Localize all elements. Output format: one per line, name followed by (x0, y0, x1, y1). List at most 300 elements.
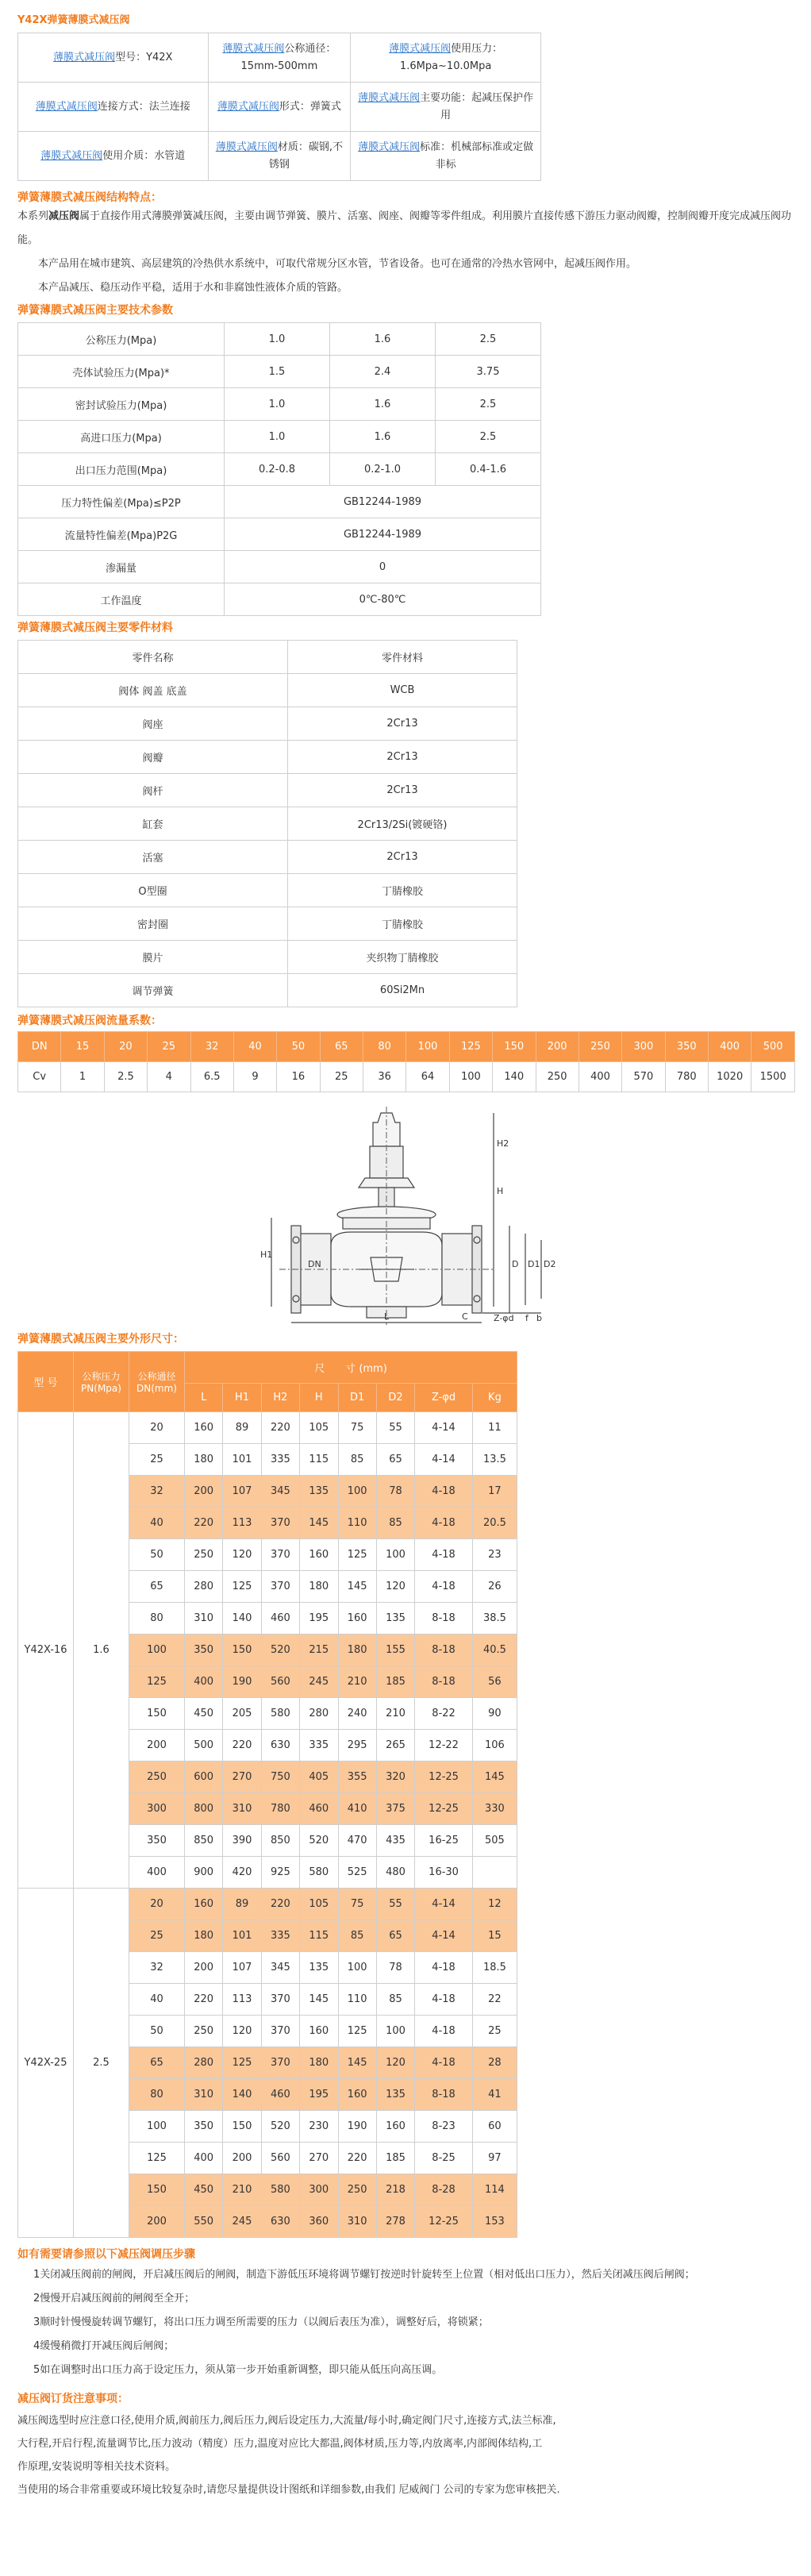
material-row (18, 841, 517, 874)
tech-param-value: 0.4-1.6 (436, 453, 541, 486)
dim-value: 120 (223, 2016, 261, 2047)
tech-row (18, 453, 541, 486)
dim-value: 8-23 (415, 2111, 473, 2143)
dim-value: 345 (261, 1476, 299, 1507)
cv-dn-cell: 20 (104, 1032, 147, 1062)
cv-dn-cell: 500 (751, 1032, 795, 1062)
material-row (18, 874, 517, 907)
steps-list (17, 2263, 795, 2382)
dim-value: 435 (376, 1825, 414, 1857)
cv-value-cell: 16 (277, 1062, 320, 1092)
dim-value: 280 (300, 1698, 338, 1730)
dim-value: 12-25 (415, 1762, 473, 1793)
dim-value: 150 (129, 1698, 185, 1730)
dim-value: 330 (472, 1793, 517, 1825)
cv-dn-cell: 40 (233, 1032, 276, 1062)
material-row (18, 707, 517, 741)
dim-value: 370 (261, 1571, 299, 1603)
dim-value: 250 (129, 1762, 185, 1793)
dim-value: 4-14 (415, 1920, 473, 1952)
cv-dn-cell: 15 (61, 1032, 104, 1062)
dim-header-pn: 公称压力PN(Mpa) (74, 1352, 129, 1412)
dim-value: 505 (472, 1825, 517, 1857)
tech-param-value: 2.5 (436, 421, 541, 453)
dim-value: 780 (261, 1793, 299, 1825)
materials-table (17, 640, 517, 1007)
dim-value: 200 (185, 1952, 223, 1984)
tech-title: 弹簧薄膜式减压阀主要技术参数 (17, 304, 173, 317)
dim-value: 4-18 (415, 2047, 473, 2079)
dim-value: 23 (472, 1539, 517, 1571)
dim-value: 300 (129, 1793, 185, 1825)
cv-dn-cell: 100 (406, 1032, 449, 1062)
dim-value (472, 1857, 517, 1889)
dim-value: 89 (223, 1412, 261, 1444)
dim-value: 11 (472, 1412, 517, 1444)
dim-value: 40 (129, 1507, 185, 1539)
dim-value: 280 (185, 2047, 223, 2079)
dim-value: 580 (261, 2174, 299, 2206)
dim-value: 26 (472, 1571, 517, 1603)
dim-value: 200 (223, 2143, 261, 2174)
spec-table: 薄膜式减压阀型号：Y42X 薄膜式减压阀公称通径：15mm-500mm 薄膜式减压阀使用压力：1.6Mpa~10.0Mpa 薄膜式减压阀连接方式：法兰连接 薄膜式减压阀形式：弹簧式 薄膜式减压阀主要功能：起减压保护作用 薄膜式减压阀使用介质：水管道 薄膜式减压阀材质：碳钢,不锈钢 薄膜式减压阀标准：机械部标准或定做非标 (17, 33, 541, 181)
dim-value: 105 (300, 1412, 338, 1444)
dim-header-row (18, 1352, 517, 1384)
dim-value: 350 (129, 1825, 185, 1857)
dim-value: 750 (261, 1762, 299, 1793)
dim-value: 250 (338, 2174, 376, 2206)
dim-value: 195 (300, 2079, 338, 2111)
part-name: 膜片 (18, 941, 288, 974)
dim-label-D2: D2 (544, 1259, 556, 1269)
cv-value-cell: 36 (363, 1062, 406, 1092)
dim-value: 8-18 (415, 1603, 473, 1635)
step-item: 5如在调整时出口压力高于设定压力，须从第一步开始重新调整，即只能从低压向高压调。 (33, 2364, 443, 2376)
tech-param-value: 2.5 (436, 388, 541, 421)
dim-value: 85 (376, 1507, 414, 1539)
cv-dn-cell: 400 (709, 1032, 751, 1062)
dim-header-col: Z-φd (415, 1384, 473, 1412)
spec-link[interactable]: 薄膜式减压阀 (358, 91, 421, 104)
dim-value: 110 (338, 1507, 376, 1539)
dim-value: 160 (338, 1603, 376, 1635)
dim-value: 180 (300, 1571, 338, 1603)
valve-diagram (17, 1099, 795, 1329)
part-material: 2Cr13 (288, 741, 517, 774)
dim-value: 85 (338, 1444, 376, 1476)
dim-value: 4-18 (415, 1952, 473, 1984)
dim-value: 245 (223, 2206, 261, 2238)
dim-value: 16-30 (415, 1857, 473, 1889)
part-material: 60Si2Mn (288, 974, 517, 1007)
note-line: 当使用的场合非常重要或环境比较复杂时,请您尽量提供设计图纸和详细参数,由我们 尼威阀门 公司的专家为您审核把关. (17, 2484, 560, 2496)
dim-label-f: f (525, 1313, 528, 1323)
dim-value: 375 (376, 1793, 414, 1825)
cv-value-cell: 100 (449, 1062, 492, 1092)
dim-value: 560 (261, 1666, 299, 1698)
dim-value: 190 (338, 2111, 376, 2143)
dim-value: 345 (261, 1952, 299, 1984)
dim-label-H2: H2 (497, 1138, 509, 1149)
dim-value: 160 (300, 1539, 338, 1571)
dim-value: 20 (129, 1889, 185, 1920)
dim-value: 135 (376, 1603, 414, 1635)
dim-value: 400 (185, 1666, 223, 1698)
dim-value: 25 (129, 1444, 185, 1476)
tech-param-value: 0.2-1.0 (330, 453, 436, 486)
dim-value: 113 (223, 1507, 261, 1539)
tech-param-value: 3.75 (436, 356, 541, 388)
dimension-table (17, 1351, 517, 2238)
cv-value-row (18, 1062, 795, 1092)
dim-value: 97 (472, 2143, 517, 2174)
spec-link[interactable]: 薄膜式减压阀 (35, 100, 98, 113)
dim-value: 153 (472, 2206, 517, 2238)
page-title: Y42X弹簧薄膜式减压阀 (17, 14, 130, 26)
dim-value: 230 (300, 2111, 338, 2143)
part-name: 阀体 阀盖 底盖 (18, 674, 288, 707)
dim-value: 220 (185, 1507, 223, 1539)
part-material: WCB (288, 674, 517, 707)
dim-value: 450 (185, 1698, 223, 1730)
dim-value: 101 (223, 1444, 261, 1476)
dim-value: 145 (338, 1571, 376, 1603)
dim-value: 100 (129, 1635, 185, 1666)
tech-table (17, 322, 541, 616)
tech-param-name: 流量特性偏差(Mpa)P2G (18, 518, 225, 551)
dim-value: 210 (223, 2174, 261, 2206)
dim-value: 32 (129, 1476, 185, 1507)
material-row (18, 741, 517, 774)
dim-value: 50 (129, 2016, 185, 2047)
dim-value: 160 (376, 2111, 414, 2143)
dim-value: 460 (300, 1793, 338, 1825)
dim-value: 125 (223, 1571, 261, 1603)
dim-value: 310 (223, 1793, 261, 1825)
dim-value: 335 (300, 1730, 338, 1762)
dim-value: 280 (185, 1571, 223, 1603)
dim-value: 185 (376, 2143, 414, 2174)
dim-value: 145 (300, 1984, 338, 2016)
dim-value: 145 (300, 1507, 338, 1539)
dim-value: 460 (261, 1603, 299, 1635)
dim-value: 525 (338, 1857, 376, 1889)
dim-header-size: 尺 寸 (mm) (185, 1352, 517, 1384)
dim-value: 25 (129, 1920, 185, 1952)
part-material: 零件材料 (288, 641, 517, 674)
dim-value: 420 (223, 1857, 261, 1889)
spec-link[interactable]: 薄膜式减压阀 (358, 141, 421, 153)
dim-value: 250 (185, 1539, 223, 1571)
dim-header-col: Kg (472, 1384, 517, 1412)
dim-value: 4-14 (415, 1444, 473, 1476)
dim-value: 135 (300, 1476, 338, 1507)
dim-value: 106 (472, 1730, 517, 1762)
cv-value-cell: 4 (148, 1062, 190, 1092)
dim-value: 125 (129, 2143, 185, 2174)
dim-value: 200 (129, 1730, 185, 1762)
tech-param-value: GB12244-1989 (225, 518, 541, 551)
tech-row (18, 486, 541, 518)
dim-value: 56 (472, 1666, 517, 1698)
dim-value: 80 (129, 1603, 185, 1635)
dim-pn: 1.6 (74, 1412, 129, 1889)
part-name: O型圈 (18, 874, 288, 907)
part-name: 零件名称 (18, 641, 288, 674)
dim-value: 55 (376, 1412, 414, 1444)
tech-param-name: 高进口压力(Mpa) (18, 421, 225, 453)
dim-value: 350 (185, 1635, 223, 1666)
part-name: 活塞 (18, 841, 288, 874)
dim-value: 85 (338, 1920, 376, 1952)
cv-value-cell: 9 (233, 1062, 276, 1092)
dim-value: 4-18 (415, 1571, 473, 1603)
cv-value-cell: 1500 (751, 1062, 795, 1092)
material-row (18, 641, 517, 674)
dim-value: 520 (300, 1825, 338, 1857)
note-line: 作原理,安装说明等相关技术资料。 (17, 2461, 176, 2473)
spec-link[interactable]: 薄膜式减压阀 (53, 51, 116, 64)
tech-param-value: 1.6 (330, 421, 436, 453)
cv-value-cell: 6.5 (190, 1062, 233, 1092)
notes-list (17, 2409, 795, 2501)
dim-value: 600 (185, 1762, 223, 1793)
dim-header-dn: 公称通径DN(mm) (129, 1352, 185, 1412)
dim-value: 245 (300, 1666, 338, 1698)
dim-value: 15 (472, 1920, 517, 1952)
cv-dn-cell: 80 (363, 1032, 406, 1062)
dim-value: 460 (261, 2079, 299, 2111)
part-material: 丁腈橡胶 (288, 907, 517, 941)
dim-value: 335 (261, 1920, 299, 1952)
dim-value: 100 (338, 1476, 376, 1507)
dim-value: 78 (376, 1952, 414, 1984)
dim-value: 17 (472, 1476, 517, 1507)
dim-value: 900 (185, 1857, 223, 1889)
dim-value: 180 (185, 1920, 223, 1952)
materials-title: 弹簧薄膜式减压阀主要零件材料 (17, 622, 173, 634)
dim-value: 145 (338, 2047, 376, 2079)
step-item: 3顺时针慢慢旋转调节螺钉，将出口压力调至所需要的压力（以阀后表压为准），调整好后，将锁紧； (33, 2316, 489, 2328)
dim-value: 8-22 (415, 1698, 473, 1730)
dim-value: 89 (223, 1889, 261, 1920)
dim-value: 120 (376, 1571, 414, 1603)
cv-value-cell: 2.5 (104, 1062, 147, 1092)
tech-row (18, 551, 541, 583)
dim-value: 50 (129, 1539, 185, 1571)
cv-dn-cell: 300 (622, 1032, 665, 1062)
cv-value-cell: 1020 (709, 1062, 751, 1092)
dim-value: 220 (261, 1412, 299, 1444)
dim-value: 115 (300, 1444, 338, 1476)
dim-value: 400 (185, 2143, 223, 2174)
dim-value: 20.5 (472, 1507, 517, 1539)
dim-value: 8-28 (415, 2174, 473, 2206)
cv-value-cell: 25 (320, 1062, 363, 1092)
dim-label-L: L (384, 1311, 390, 1322)
dim-label-D1: D1 (528, 1259, 540, 1269)
dim-label-b: b (536, 1313, 542, 1323)
spec-link[interactable]: 薄膜式减压阀 (217, 100, 279, 113)
dim-value: 125 (338, 2016, 376, 2047)
note-line: 大行程,开启行程,流量调节比,压力波动（精度）压力,温度对应比大都温,阀体材质,压力等,内放离率,内部阀体结构,工 (17, 2438, 543, 2450)
dim-row (18, 1889, 517, 1920)
dim-value: 75 (338, 1412, 376, 1444)
dim-value: 310 (185, 1603, 223, 1635)
part-material: 2Cr13 (288, 707, 517, 741)
dim-label-D: D (512, 1259, 519, 1269)
dim-value: 105 (300, 1889, 338, 1920)
dim-value: 265 (376, 1730, 414, 1762)
dim-value: 140 (223, 2079, 261, 2111)
features-section: 弹簧薄膜式减压阀结构特点： 本系列减压阀属于直接作用式薄膜弹簧减压阀，主要由调节弹簧、膜片、活塞、阀座、阀瓣等零件组成。利用膜片直接传感下游压力驱动阀瓣，控制阀瓣开度完成减压阀功能。 本产品用在城市建筑、高层建筑的冷热供水系统中，可取代常规分区水管，节省设备。也可在通常的冷热水管网中，起减压阀作用。 本产品减压、稳压动作平稳，适用于水和非腐蚀性液体介质的管路。 (17, 189, 795, 300)
step-item: 4缓慢稍微打开减压阀后闸阀； (33, 2340, 175, 2352)
dim-value: 4-18 (415, 1539, 473, 1571)
dim-value: 150 (223, 1635, 261, 1666)
dim-value: 125 (129, 1666, 185, 1698)
dim-value: 65 (129, 2047, 185, 2079)
material-row (18, 807, 517, 841)
part-name: 缸套 (18, 807, 288, 841)
step-item: 2慢慢开启减压阀前的闸阀至全开； (33, 2293, 195, 2305)
cv-dn-cell: 65 (320, 1032, 363, 1062)
dim-value: 65 (376, 1444, 414, 1476)
dim-value: 4-14 (415, 1412, 473, 1444)
dim-value: 335 (261, 1444, 299, 1476)
dim-value: 4-18 (415, 2016, 473, 2047)
dim-value: 560 (261, 2143, 299, 2174)
dim-value: 120 (376, 2047, 414, 2079)
dim-value: 135 (300, 1952, 338, 1984)
dim-value: 310 (338, 2206, 376, 2238)
dim-value: 100 (338, 1952, 376, 1984)
dim-value: 580 (300, 1857, 338, 1889)
dim-value: 155 (376, 1635, 414, 1666)
dim-value: 40 (129, 1984, 185, 2016)
cv-dn-cell: DN (18, 1032, 61, 1062)
dim-value: 370 (261, 1507, 299, 1539)
dim-value: 350 (185, 2111, 223, 2143)
dim-value: 120 (223, 1539, 261, 1571)
dim-value: 410 (338, 1793, 376, 1825)
spec-link[interactable]: 薄膜式减压阀 (40, 149, 103, 162)
part-material: 2Cr13 (288, 774, 517, 807)
note-line: 减压阀选型时应注意口径,使用介质,阀前压力,阀后压力,阀后设定压力,大流量/每小时,确定阀门尺寸,连接方式,法兰标准, (17, 2415, 556, 2427)
dim-value: 135 (376, 2079, 414, 2111)
dim-value: 12 (472, 1889, 517, 1920)
notes-title: 减压阀订货注意事项： (17, 2393, 129, 2405)
dim-value: 370 (261, 2016, 299, 2047)
dim-header-col: H1 (223, 1384, 261, 1412)
dim-value: 4-14 (415, 1889, 473, 1920)
dim-label-H: H (497, 1186, 504, 1196)
dim-value: 107 (223, 1952, 261, 1984)
dim-value: 150 (223, 2111, 261, 2143)
dim-value: 218 (376, 2174, 414, 2206)
dim-value: 210 (376, 1698, 414, 1730)
dim-value: 180 (300, 2047, 338, 2079)
dims-title: 弹簧薄膜式减压阀主要外形尺寸： (17, 1333, 184, 1346)
features-title: 弹簧薄膜式减压阀结构特点： (17, 191, 162, 204)
tech-param-name: 工作温度 (18, 583, 225, 616)
dim-value: 12-25 (415, 2206, 473, 2238)
dim-value: 90 (472, 1698, 517, 1730)
tech-param-value: 1.0 (225, 388, 330, 421)
dim-value: 100 (376, 1539, 414, 1571)
tech-param-value: GB12244-1989 (225, 486, 541, 518)
dim-header-col: D1 (338, 1384, 376, 1412)
tech-row (18, 323, 541, 356)
spec-link[interactable]: 薄膜式减压阀 (215, 141, 278, 153)
dim-value: 215 (300, 1635, 338, 1666)
dim-value: 100 (129, 2111, 185, 2143)
dim-value: 850 (185, 1825, 223, 1857)
part-name: 阀座 (18, 707, 288, 741)
dim-value: 32 (129, 1952, 185, 1984)
dim-value: 18.5 (472, 1952, 517, 1984)
cv-value-cell: 1 (61, 1062, 104, 1092)
dim-value: 470 (338, 1825, 376, 1857)
dim-value: 630 (261, 1730, 299, 1762)
tech-param-value: 2.4 (330, 356, 436, 388)
dim-value: 110 (338, 1984, 376, 2016)
dim-value: 360 (300, 2206, 338, 2238)
dim-label-H1: H1 (260, 1249, 273, 1260)
dim-value: 65 (376, 1920, 414, 1952)
dim-value: 12-25 (415, 1793, 473, 1825)
part-material: 2Cr13 (288, 841, 517, 874)
part-material: 2Cr13/2Si(镀硬铬) (288, 807, 517, 841)
dim-value: 4-18 (415, 1984, 473, 2016)
dim-value: 220 (261, 1889, 299, 1920)
tech-row (18, 421, 541, 453)
dim-value: 450 (185, 2174, 223, 2206)
dim-value: 550 (185, 2206, 223, 2238)
cv-dn-cell: 250 (578, 1032, 621, 1062)
dim-value: 13.5 (472, 1444, 517, 1476)
spec-link[interactable]: 薄膜式减压阀 (389, 42, 452, 55)
dim-value: 390 (223, 1825, 261, 1857)
tech-row (18, 518, 541, 551)
dim-value: 100 (376, 2016, 414, 2047)
cv-dn-cell: 350 (665, 1032, 708, 1062)
dim-header-col: L (185, 1384, 223, 1412)
dim-value: 60 (472, 2111, 517, 2143)
cv-value-cell: 140 (493, 1062, 536, 1092)
dim-model: Y42X-25 (18, 1889, 74, 2238)
dim-header-col: D2 (376, 1384, 414, 1412)
dim-value: 190 (223, 1666, 261, 1698)
dim-value: 65 (129, 1571, 185, 1603)
dim-value: 113 (223, 1984, 261, 2016)
tech-param-value: 2.5 (436, 323, 541, 356)
dim-value: 850 (261, 1825, 299, 1857)
dim-value: 4-18 (415, 1476, 473, 1507)
dim-value: 160 (185, 1889, 223, 1920)
part-name: 调节弹簧 (18, 974, 288, 1007)
tech-param-value: 1.6 (330, 323, 436, 356)
spec-link[interactable]: 薄膜式减压阀 (222, 42, 285, 55)
dim-value: 28 (472, 2047, 517, 2079)
cv-value-cell: Cv (18, 1062, 61, 1092)
dim-value: 20 (129, 1412, 185, 1444)
dim-value: 160 (185, 1412, 223, 1444)
tech-param-name: 压力特性偏差(Mpa)≤P2P (18, 486, 225, 518)
dim-value: 200 (185, 1476, 223, 1507)
dim-label-DN: DN (308, 1259, 321, 1269)
tech-param-name: 公称压力(Mpa) (18, 323, 225, 356)
dim-value: 310 (185, 2079, 223, 2111)
